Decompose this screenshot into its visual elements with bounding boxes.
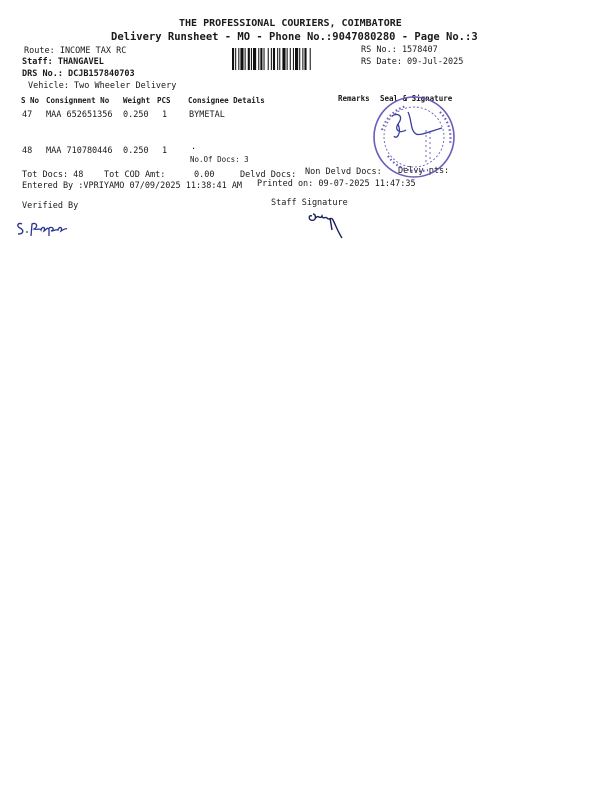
col-sno: S No (21, 96, 40, 105)
delvd-docs: Delvd Docs: (240, 170, 297, 180)
staff-signature-label: Staff Signature (271, 198, 348, 208)
drs-number: DRS No.: DCJB157840703 (22, 69, 135, 79)
col-pcs: PCS (157, 96, 171, 105)
tot-cod-label: Tot COD Amt: (104, 170, 166, 180)
rs-number: RS No.: 1578407 (361, 45, 438, 55)
staff-label: Staff: THANGAVEL (22, 57, 104, 67)
row-pcs: 1 (162, 110, 168, 120)
barcode-bar (264, 48, 265, 70)
delivery-stamp (368, 90, 464, 182)
barcode-bar (273, 48, 275, 70)
barcode-bar (251, 48, 252, 70)
barcode-bar (248, 48, 250, 70)
barcode-bar (240, 48, 243, 70)
row-sno: 47 (22, 110, 33, 120)
col-consignment: Consignment No (46, 96, 110, 105)
tot-docs: Tot Docs: 48 (22, 170, 84, 180)
row-details: . (191, 142, 197, 152)
row-pcs: 1 (162, 146, 168, 156)
col-weight: Weight (123, 96, 151, 105)
barcode-bar (295, 48, 298, 70)
barcode-bar (293, 48, 294, 70)
col-details: Consignee Details (188, 96, 265, 105)
tot-cod-value: 0.00 (194, 170, 215, 180)
row-sno: 48 (22, 146, 33, 156)
row-consignment: MAA 710780446 (46, 146, 113, 156)
company-title: THE PROFESSIONAL COURIERS, COIMBATORE (179, 18, 402, 29)
barcode-bar (245, 48, 246, 70)
col-remarks: Remarks (338, 94, 370, 103)
barcode-bar (282, 48, 285, 70)
barcode-bar (232, 48, 234, 70)
barcode-bar (277, 48, 278, 70)
verified-by-signature (14, 218, 78, 240)
row-weight: 0.250 (123, 146, 149, 156)
barcode-bar (271, 48, 272, 70)
rs-date: RS Date: 09-Jul-2025 (361, 57, 464, 67)
verified-by-label: Verified By (22, 201, 79, 211)
barcode-bar (260, 48, 262, 70)
printed-on: Printed on: 09-07-2025 11:47:35 (257, 179, 416, 189)
barcode-bar (290, 48, 291, 70)
barcode-bar (268, 48, 269, 70)
barcode-bar (304, 48, 306, 70)
staff-signature (306, 208, 346, 240)
drs-barcode (232, 48, 354, 70)
barcode-bar (299, 48, 300, 70)
barcode-bar (235, 48, 236, 70)
barcode-bar (302, 48, 303, 70)
no-of-docs: No.Of Docs: 3 (190, 155, 249, 164)
barcode-bar (253, 48, 256, 70)
barcode-bar (287, 48, 288, 70)
row-weight: 0.250 (123, 110, 149, 120)
barcode-bar (258, 48, 259, 70)
delvy-pts: Delvy pts: (398, 166, 450, 176)
route-label: Route: INCOME TAX RC (24, 46, 127, 56)
vehicle-label: Vehicle: Two Wheeler Delivery (28, 81, 177, 91)
non-delvd-docs: Non Delvd Docs: (305, 167, 382, 177)
entered-by: Entered By :VPRIYAMO 07/09/2025 11:38:41 AM (22, 181, 243, 191)
row-details: BYMETAL (189, 110, 225, 120)
row-consignment: MAA 652651356 (46, 110, 113, 120)
barcode-bar (238, 48, 239, 70)
barcode-bar (279, 48, 280, 70)
runsheet-subtitle: Delivery Runsheet - MO - Phone No.:9047080280 - Page No.:3 (111, 31, 478, 43)
barcode-bar (310, 48, 311, 70)
col-seal: Seal & Signature (380, 94, 453, 103)
